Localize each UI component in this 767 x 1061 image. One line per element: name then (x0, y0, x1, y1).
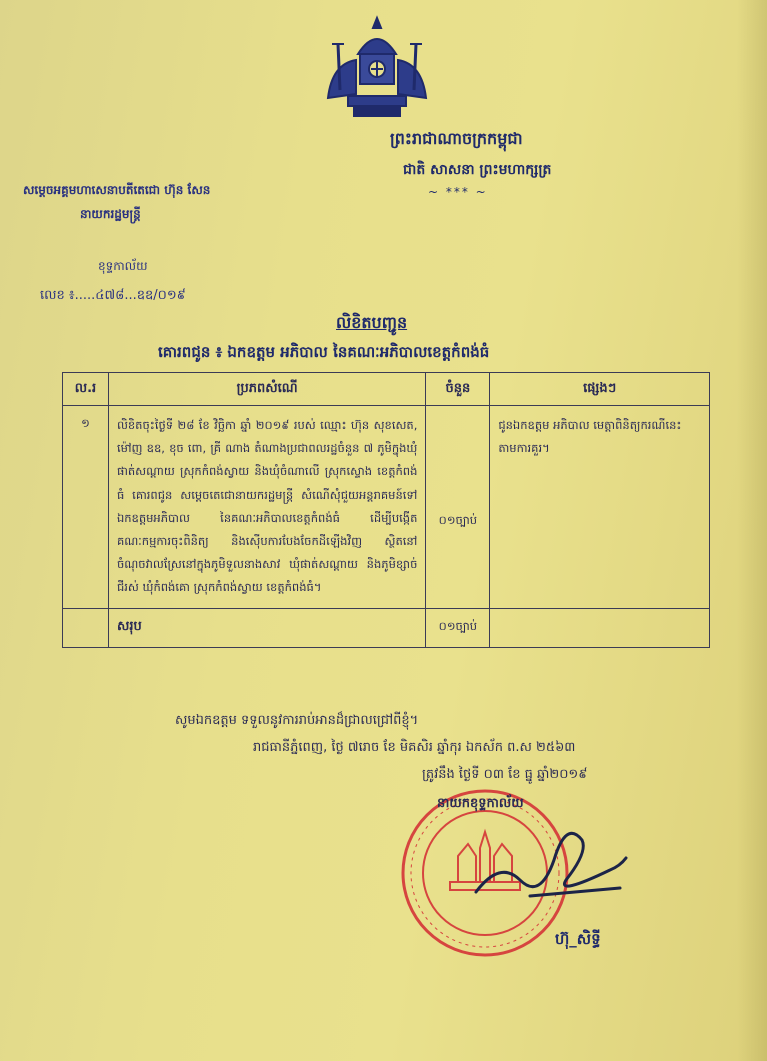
addressee-line: គោរពជូន ៖ ឯកឧត្តម អភិបាល នៃគណៈអភិបាលខេត្តកំពង់ធំ (158, 343, 490, 361)
cabinet-label: ខុទ្ទកាល័យ (98, 259, 148, 273)
total-label: សរុប (108, 608, 425, 647)
national-motto: ជាតិ សាសនា ព្រះមហាក្សត្រ (403, 162, 552, 178)
header-quantity: ចំនួន (426, 373, 490, 406)
ornament-divider: ~ *** ~ (428, 185, 488, 199)
total-remark-cell (490, 608, 710, 647)
document-title: លិខិតបញ្ជូន (336, 313, 408, 332)
prime-minister-name: សម្តេចអគ្គមហាសេនាបតីតេជោ ហ៊ុន សែន (23, 183, 211, 197)
signer-title: នាយកខុទ្ទកាល័យ (437, 796, 524, 811)
prime-minister-title: នាយករដ្ឋមន្ត្រី (80, 207, 141, 221)
header-source: ប្រភពសំណើ (108, 373, 425, 406)
total-quantity: ០១ច្បាប់ (426, 608, 490, 647)
total-row (63, 608, 710, 647)
header-no: ល.រ (63, 373, 109, 406)
kingdom-title: ព្រះរាជាណាចក្រកម្ពុជា (390, 129, 523, 148)
table-row (63, 406, 710, 609)
row-content: លិខិតចុះថ្ងៃទី ២៨ ខែ វិច្ឆិកា ឆ្នាំ ២០១៩ របស់ ឈ្មោះ ហ៊ុន សុខសេត, ម៉ៅញ ឧឧ, ខុច ពោ, គ្រី ណាង តំណាងប្រជាពលរដ្ឋចំនួន ៧ ភូមិក្នុងឃុំផាត់សណ្តាយ ស្រុកកំពង់ស្វាយ និងឃុំចំណាលើ ស្រុកស្ទោង ខេត្តកំពង់ធំ គោរពជូន សម្តេចតេជោនាយករដ្ឋមន្ត្រី សំណើសុំជួយអន្តរាគមន៍ទៅឯកឧត្តមអភិបាល នៃគណៈអភិបាលខេត្តកំពង់ធំ ដើម្បីបង្កើតគណៈកម្មការចុះពិនិត្យ និងស៊ើបការបែងចែកដីឡើងវិញ ស្ថិតនៅចំណុចវាលស្រែនៅក្នុងភូមិទួលនាងសាវ ឃុំផាត់សណ្តាយ និងភូមិខ្សាច់ជីរស់ ឃុំកំពង់គោ ស្រុកកំពង់ស្វាយ ខេត្តកំពង់ធំ។ (108, 406, 425, 609)
signer-name: ហ៊ុ_សិទ្ធី (555, 930, 601, 948)
row-number: ១ (63, 406, 109, 609)
table-header-row (63, 373, 710, 406)
request-table (62, 372, 710, 648)
reference-number: លេខ ៖.....៤៧៨...ឧឧ/០១៩ (40, 288, 186, 303)
royal-crest-icon (318, 14, 436, 124)
handwritten-signature-icon (470, 800, 630, 910)
header-remarks: ផ្សេងៗ (490, 373, 710, 406)
total-empty-cell (63, 608, 109, 647)
row-remark: ជូនឯកឧត្តម អភិបាល មេត្តាពិនិត្យករណីនេះ តាមការគួរ។ (490, 406, 710, 609)
lunar-date: រាជធានីភ្នំពេញ, ថ្ងៃ ៧រោច ខែ មិគសិរ ឆ្នាំកុរ ឯកស័ក ព.ស ២៥៦៣ (253, 740, 576, 755)
row-quantity: ០១ច្បាប់ (426, 406, 490, 609)
closing-greeting: សូមឯកឧត្តម ទទួលនូវការរាប់អានដ៏ជ្រាលជ្រៅពីខ្ញុំ។ (175, 713, 419, 728)
solar-date: ត្រូវនឹង ថ្ងៃទី ០៣ ខែ ធ្នូ ឆ្នាំ២០១៩ (422, 767, 588, 782)
